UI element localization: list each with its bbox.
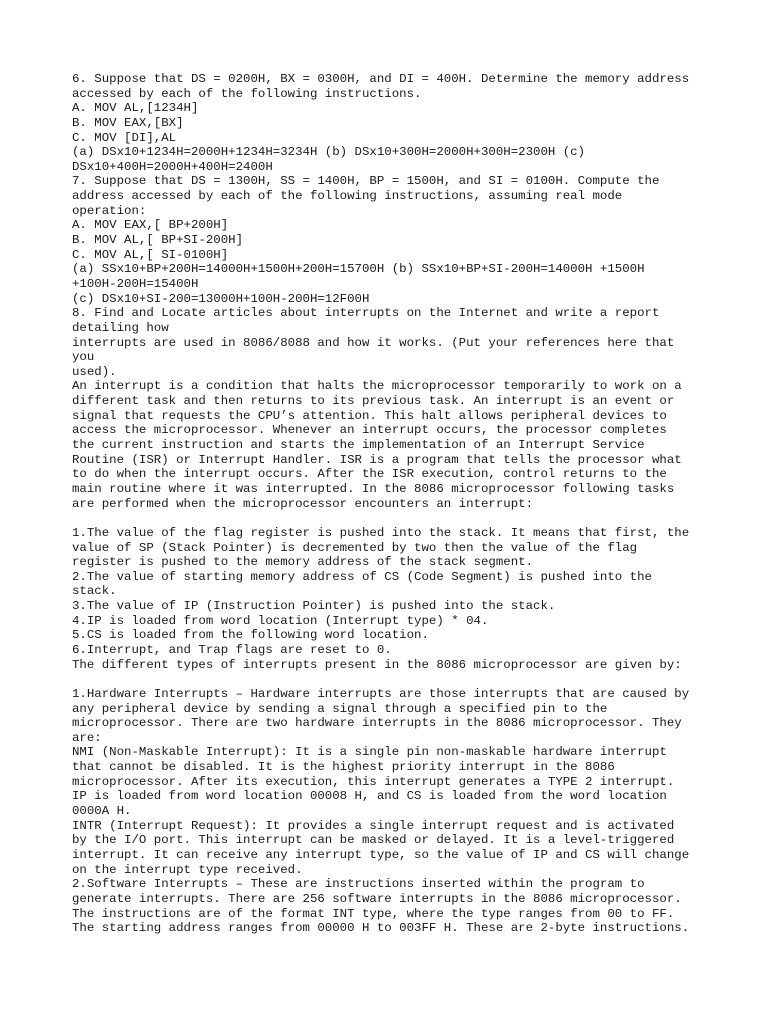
text-line: 1.The value of the flag register is pushed into the stack. It means that first, the — [72, 525, 690, 540]
text-line: The instructions are of the format INT type, where the type ranges from 00 to FF. — [72, 906, 675, 921]
text-line: generate interrupts. There are 256 software interrupts in the 8086 microprocessor. — [72, 891, 682, 906]
text-line: accessed by each of the following instructions. — [72, 86, 422, 101]
text-line: (a) SSx10+BP+200H=14000H+1500H+200H=15700H (b) SSx10+BP+SI-200H=14000H +1500H — [72, 262, 645, 277]
text-line: access the microprocessor. Whenever an interrupt occurs, the processor completes — [72, 423, 667, 438]
text-line: 5.CS is loaded from the following word location. — [72, 628, 429, 643]
text-line: main routine where it was interrupted. In the 8086 microprocessor following tasks — [72, 481, 675, 496]
text-line: to do when the interrupt occurs. After the ISR execution, control returns to the — [72, 467, 667, 482]
text-line: (c) DSx10+SI-200=13000H+100H-200H=12F00H — [72, 291, 370, 306]
text-line: 2.The value of starting memory address of CS (Code Segment) is pushed into the — [72, 569, 652, 584]
text-line: INTR (Interrupt Request): It provides a single interrupt request and is activated — [72, 818, 675, 833]
text-line: B. MOV EAX,[BX] — [72, 115, 184, 130]
text-line: 8. Find and Locate articles about interrupts on the Internet and write a report — [72, 306, 660, 321]
text-line: any peripheral device by sending a signal through a specified pin to the — [72, 701, 608, 716]
text-line: 7. Suppose that DS = 1300H, SS = 1400H, BP = 1500H, and SI = 0100H. Compute the — [72, 174, 660, 189]
text-line: +100H-200H=15400H — [72, 276, 199, 291]
text-line: Routine (ISR) or Interrupt Handler. ISR is a program that tells the processor what — [72, 452, 682, 467]
text-line: DSx10+400H=2000H+400H=2400H — [72, 159, 273, 174]
text-line: 2.Software Interrupts – These are instructions inserted within the program to — [72, 877, 645, 892]
text-line: NMI (Non-Maskable Interrupt): It is a single pin non-maskable hardware interrupt — [72, 745, 667, 760]
text-line: microprocessor. After its execution, this interrupt generates a TYPE 2 interrupt. — [72, 774, 675, 789]
text-line: C. MOV [DI],AL — [72, 130, 177, 145]
text-line: interrupt. It can receive any interrupt type, so the value of IP and CS will change — [72, 847, 690, 862]
text-line: different task and then returns to its previous task. An interrupt is an event or — [72, 394, 675, 409]
text-line: by the I/O port. This interrupt can be masked or delayed. It is a level-triggered — [72, 833, 675, 848]
text-line: 0000A H. — [72, 804, 132, 819]
text-line: C. MOV AL,[ SI-0100H] — [72, 247, 229, 262]
text-line: register is pushed to the memory address of the stack segment. — [72, 555, 534, 570]
text-line: detailing how — [72, 320, 169, 335]
text-line: IP is loaded from word location 00008 H, and CS is loaded from the word location — [72, 789, 667, 804]
text-line: that cannot be disabled. It is the highest priority interrupt in the 8086 — [72, 760, 615, 775]
text-line: 6. Suppose that DS = 0200H, BX = 0300H, and DI = 400H. Determine the memory address — [72, 72, 690, 86]
text-line: are performed when the microprocessor encounters an interrupt: — [72, 496, 534, 511]
text-line: interrupts are used in 8086/8088 and how it works. (Put your references here that — [72, 335, 675, 350]
text-line: operation: — [72, 203, 147, 218]
text-line: you — [72, 350, 95, 365]
text-line: are: — [72, 730, 102, 745]
text-line: (a) DSx10+1234H=2000H+1234H=3234H (b) DSx10+300H=2000H+300H=2300H (c) — [72, 145, 586, 160]
text-line: 3.The value of IP (Instruction Pointer) is pushed into the stack. — [72, 599, 556, 614]
text-line: An interrupt is a condition that halts the microprocessor temporarily to work on a — [72, 379, 682, 394]
blank-line — [72, 511, 712, 526]
text-line: 1.Hardware Interrupts – Hardware interrupts are those interrupts that are caused by — [72, 686, 690, 701]
blank-line — [72, 672, 712, 687]
text-line: 4.IP is loaded from word location (Interrupt type) * 04. — [72, 613, 489, 628]
text-line: microprocessor. There are two hardware interrupts in the 8086 microprocessor. They — [72, 716, 682, 731]
text-line: on the interrupt type received. — [72, 862, 303, 877]
text-line: A. MOV EAX,[ BP+200H] — [72, 218, 229, 233]
text-line: the current instruction and starts the implementation of an Interrupt Service — [72, 438, 645, 453]
text-line: The starting address ranges from 00000 H to 003FF H. These are 2-byte instructions. — [72, 921, 690, 936]
text-line: A. MOV AL,[1234H] — [72, 101, 199, 116]
text-line: address accessed by each of the following instructions, assuming real mode — [72, 189, 623, 204]
text-line: B. MOV AL,[ BP+SI-200H] — [72, 233, 244, 248]
text-line: used). — [72, 364, 117, 379]
text-line: 6.Interrupt, and Trap flags are reset to 0. — [72, 642, 392, 657]
text-line: value of SP (Stack Pointer) is decremented by two then the value of the flag — [72, 540, 638, 555]
text-line: The different types of interrupts present in the 8086 microprocessor are given by: — [72, 657, 682, 672]
document-page — [72, 72, 712, 936]
text-line: stack. — [72, 584, 117, 599]
text-line: signal that requests the CPU’s attention. This halt allows peripheral devices to — [72, 408, 667, 423]
